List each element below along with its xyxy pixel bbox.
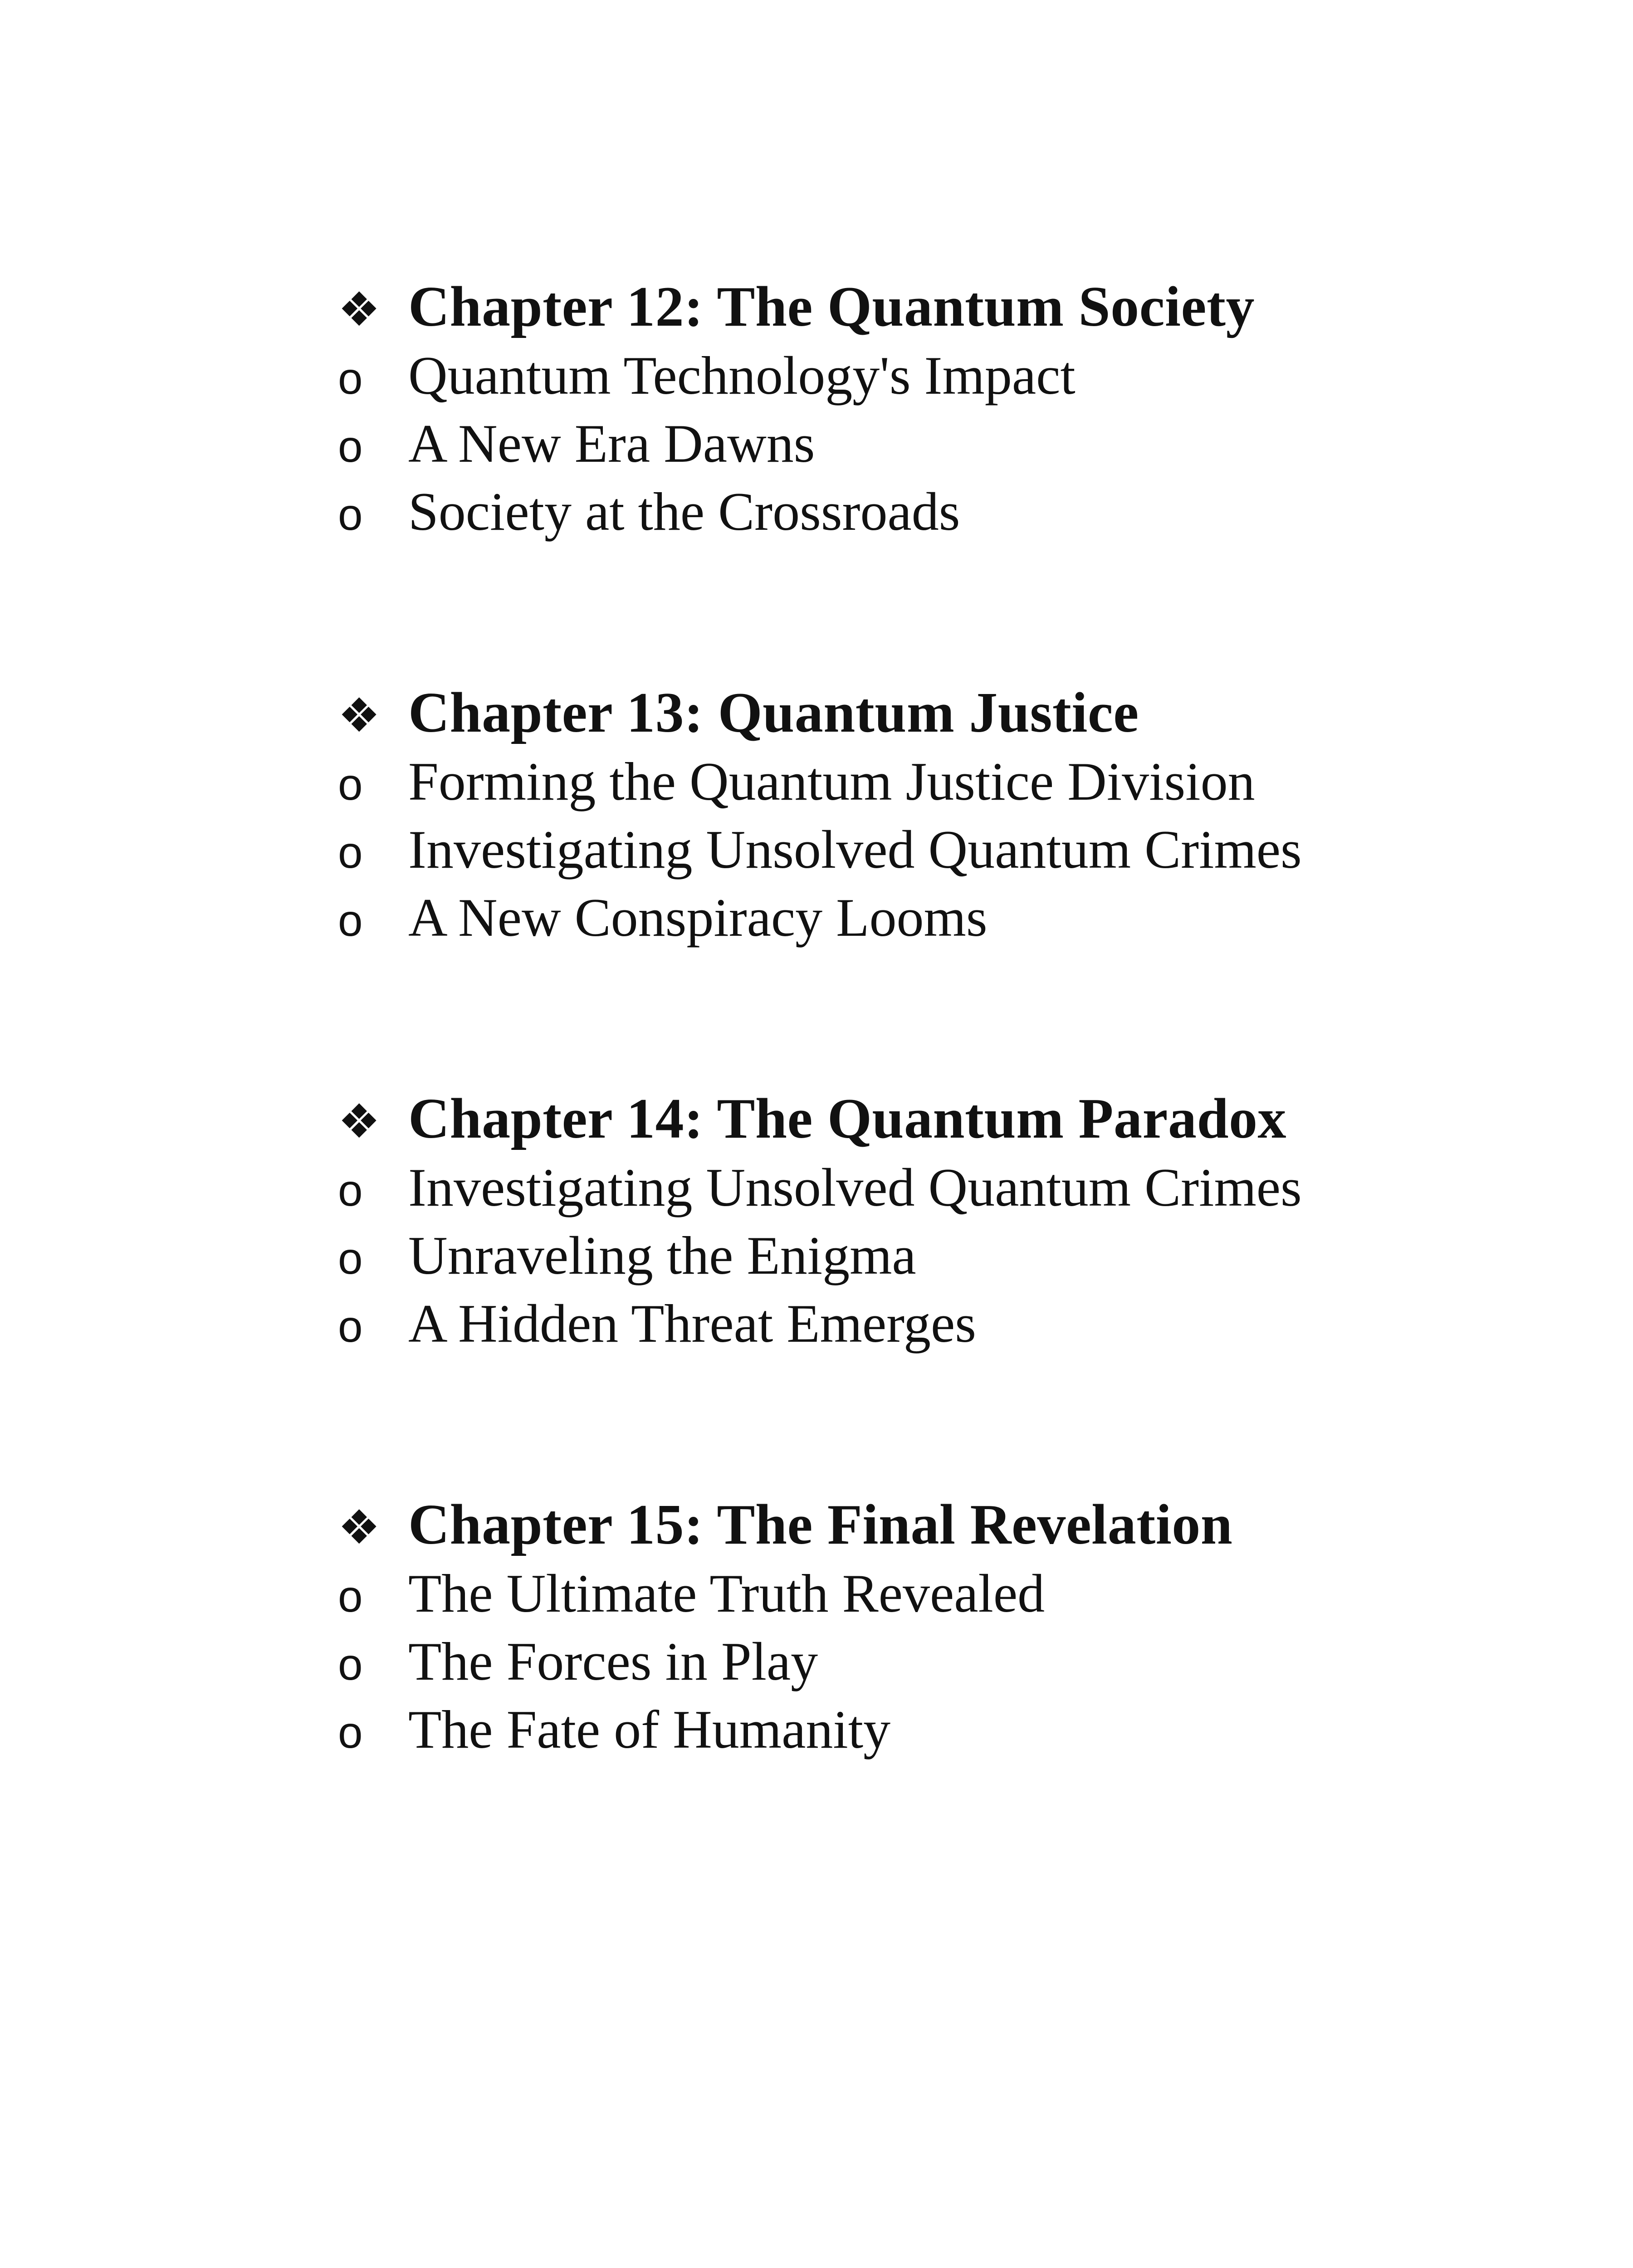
section-item — [338, 1696, 1517, 1764]
circle-bullet-icon: o — [338, 353, 363, 403]
circle-bullet-icon: o — [338, 759, 363, 809]
circle-bullet-icon: o — [338, 421, 363, 471]
chapter-heading — [338, 678, 1517, 748]
section-label: Investigating Unsolved Quantum Crimes — [408, 819, 1302, 880]
chapter-block-13 — [338, 678, 1517, 952]
chapter-title: Chapter 13: Quantum Justice — [408, 681, 1139, 744]
section-label: A Hidden Threat Emerges — [408, 1293, 976, 1354]
section-item — [338, 410, 1517, 478]
section-label: A New Conspiracy Looms — [408, 887, 988, 948]
section-item — [338, 884, 1517, 952]
section-label: The Forces in Play — [408, 1631, 818, 1691]
chapter-heading — [338, 1490, 1517, 1559]
circle-bullet-icon: o — [338, 1233, 363, 1283]
circle-bullet-icon: o — [338, 489, 363, 539]
section-item — [338, 748, 1517, 816]
chapter-block-15 — [338, 1490, 1517, 1764]
circle-bullet-icon: o — [338, 1571, 363, 1621]
diamond-bullet-icon: ❖ — [338, 688, 381, 743]
section-label: The Fate of Humanity — [408, 1699, 891, 1760]
chapter-block-14 — [338, 1084, 1517, 1358]
section-label: The Ultimate Truth Revealed — [408, 1563, 1045, 1623]
circle-bullet-icon: o — [338, 1301, 363, 1351]
chapter-block-12 — [338, 272, 1517, 546]
section-item — [338, 1290, 1517, 1358]
circle-bullet-icon: o — [338, 895, 363, 945]
chapter-title: Chapter 12: The Quantum Society — [408, 275, 1255, 338]
section-label: Unraveling the Enigma — [408, 1225, 916, 1286]
section-item — [338, 1154, 1517, 1222]
section-item — [338, 478, 1517, 546]
chapter-heading — [338, 1084, 1517, 1154]
section-label: Society at the Crossroads — [408, 481, 960, 542]
chapter-heading — [338, 272, 1517, 342]
circle-bullet-icon: o — [338, 1639, 363, 1689]
section-item — [338, 1559, 1517, 1628]
section-label: A New Era Dawns — [408, 413, 815, 474]
section-item — [338, 1628, 1517, 1696]
circle-bullet-icon: o — [338, 1707, 363, 1757]
section-label: Investigating Unsolved Quantum Crimes — [408, 1157, 1302, 1217]
chapter-title: Chapter 14: The Quantum Paradox — [408, 1087, 1287, 1150]
diamond-bullet-icon: ❖ — [338, 1500, 381, 1555]
section-label: Quantum Technology's Impact — [408, 345, 1076, 406]
section-label: Forming the Quantum Justice Division — [408, 751, 1255, 811]
circle-bullet-icon: o — [338, 827, 363, 877]
diamond-bullet-icon: ❖ — [338, 1094, 381, 1149]
section-item — [338, 342, 1517, 410]
circle-bullet-icon: o — [338, 1165, 363, 1215]
chapter-title: Chapter 15: The Final Revelation — [408, 1493, 1233, 1556]
section-item — [338, 816, 1517, 884]
diamond-bullet-icon: ❖ — [338, 282, 381, 337]
section-item — [338, 1222, 1517, 1290]
